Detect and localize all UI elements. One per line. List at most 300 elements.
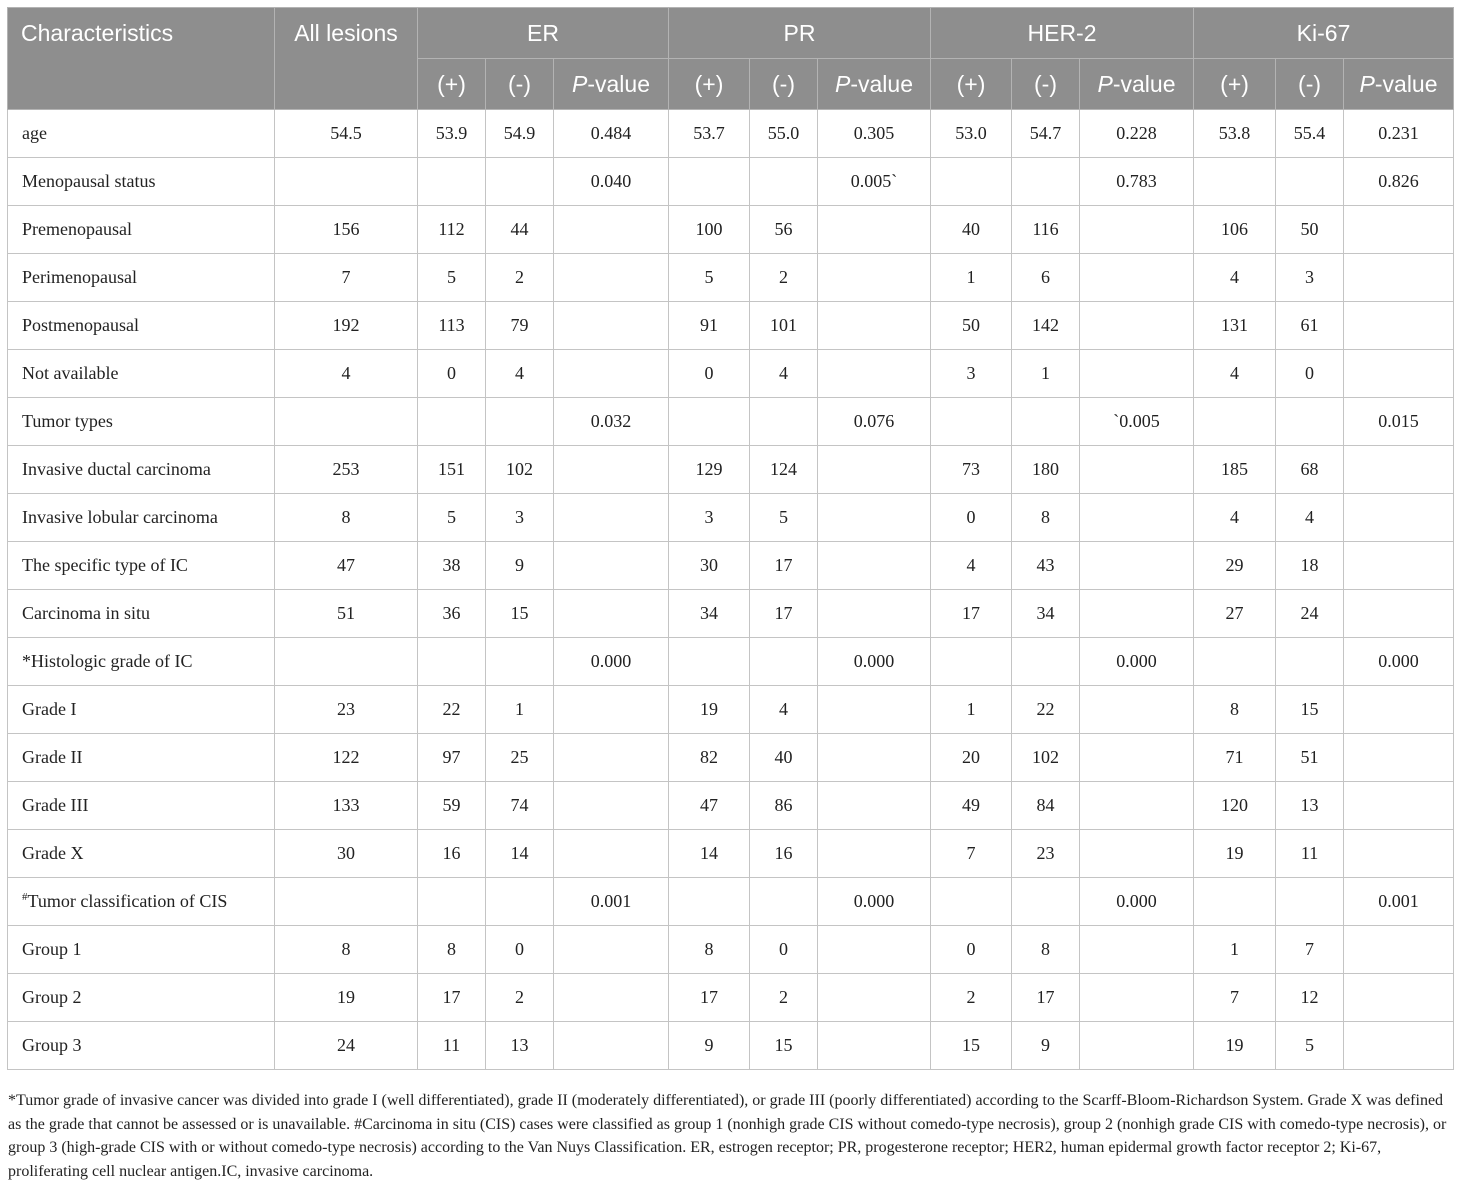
cell-pr-pos: 53.7 [669, 110, 750, 158]
cell-ki67-pos: 4 [1194, 494, 1276, 542]
row-label-text: Grade X [22, 843, 84, 863]
table-row [8, 350, 1454, 398]
cell-pr-neg: 17 [750, 590, 818, 638]
cell-er-pos: 0 [418, 350, 486, 398]
cell-er-neg [486, 398, 554, 446]
cell-her2-pos: 0 [931, 494, 1012, 542]
cell-her2-neg: 8 [1012, 494, 1080, 542]
table-row [8, 590, 1454, 638]
cell-her2-neg: 6 [1012, 254, 1080, 302]
table-row [8, 686, 1454, 734]
cell-pr-pos: 129 [669, 446, 750, 494]
cell-er-neg: 9 [486, 542, 554, 590]
cell-pr-p-value: 0.076 [818, 398, 931, 446]
subheader-pr-pos: (+) [669, 59, 750, 110]
cell-ki67-p-value: 0.015 [1344, 398, 1454, 446]
cell-ki67-pos [1194, 398, 1276, 446]
cell-ki67-p-value [1344, 350, 1454, 398]
cell-er-p-value [554, 830, 669, 878]
cell-er-pos [418, 158, 486, 206]
cell-ki67-p-value [1344, 206, 1454, 254]
row-label [8, 158, 275, 206]
cell-all-lesions [275, 638, 418, 686]
cell-pr-pos: 5 [669, 254, 750, 302]
cell-all-lesions: 122 [275, 734, 418, 782]
cell-pr-pos: 19 [669, 686, 750, 734]
cell-ki67-pos: 7 [1194, 974, 1276, 1022]
cell-ki67-pos [1194, 158, 1276, 206]
cell-her2-p-value: 0.783 [1080, 158, 1194, 206]
cell-pr-pos: 47 [669, 782, 750, 830]
cell-ki67-neg [1276, 638, 1344, 686]
table-body [8, 110, 1454, 1070]
cell-er-p-value [554, 494, 669, 542]
cell-er-p-value: 0.040 [554, 158, 669, 206]
cell-er-neg: 0 [486, 926, 554, 974]
cell-all-lesions [275, 878, 418, 926]
cell-ki67-neg: 11 [1276, 830, 1344, 878]
cell-her2-p-value [1080, 446, 1194, 494]
cell-her2-pos: 1 [931, 686, 1012, 734]
table-row [8, 398, 1454, 446]
cell-pr-pos: 3 [669, 494, 750, 542]
row-label [8, 926, 275, 974]
cell-pr-neg: 5 [750, 494, 818, 542]
cell-ki67-p-value [1344, 542, 1454, 590]
cell-ki67-neg [1276, 398, 1344, 446]
cell-her2-p-value [1080, 494, 1194, 542]
cell-pr-p-value [818, 446, 931, 494]
cell-ki67-pos: 185 [1194, 446, 1276, 494]
header-group-pr: PR [669, 8, 931, 59]
cell-ki67-p-value [1344, 1022, 1454, 1070]
cell-her2-neg: 54.7 [1012, 110, 1080, 158]
cell-er-p-value [554, 350, 669, 398]
cell-er-neg: 13 [486, 1022, 554, 1070]
cell-her2-neg: 22 [1012, 686, 1080, 734]
cell-her2-pos: 3 [931, 350, 1012, 398]
row-label [8, 110, 275, 158]
cell-ki67-pos: 29 [1194, 542, 1276, 590]
cell-pr-pos: 100 [669, 206, 750, 254]
table-row [8, 494, 1454, 542]
header-all-lesions: All lesions [275, 8, 418, 110]
row-label [8, 638, 275, 686]
cell-all-lesions: 54.5 [275, 110, 418, 158]
table-container [7, 7, 1453, 1070]
cell-all-lesions: 47 [275, 542, 418, 590]
cell-her2-neg [1012, 158, 1080, 206]
cell-pr-pos: 17 [669, 974, 750, 1022]
cell-her2-p-value [1080, 782, 1194, 830]
row-label [8, 302, 275, 350]
cell-er-neg [486, 638, 554, 686]
cell-all-lesions: 23 [275, 686, 418, 734]
subheader-her2-neg: (-) [1012, 59, 1080, 110]
row-label-text: Invasive ductal carcinoma [22, 459, 211, 479]
cell-pr-pos [669, 638, 750, 686]
cell-ki67-pos: 19 [1194, 830, 1276, 878]
cell-ki67-neg: 5 [1276, 1022, 1344, 1070]
cell-ki67-pos: 4 [1194, 350, 1276, 398]
cell-ki67-pos [1194, 878, 1276, 926]
cell-ki67-p-value [1344, 926, 1454, 974]
row-label-text: Grade III [22, 795, 89, 815]
row-label [8, 542, 275, 590]
cell-pr-neg [750, 638, 818, 686]
cell-her2-pos [931, 878, 1012, 926]
cell-ki67-neg: 7 [1276, 926, 1344, 974]
cell-her2-p-value: 0.000 [1080, 878, 1194, 926]
cell-pr-p-value [818, 974, 931, 1022]
table-row [8, 782, 1454, 830]
cell-ki67-p-value [1344, 590, 1454, 638]
cell-er-pos [418, 398, 486, 446]
row-label [8, 1022, 275, 1070]
cell-all-lesions: 30 [275, 830, 418, 878]
p-value-italic-p: P [1359, 70, 1375, 97]
table-row [8, 638, 1454, 686]
table-row [8, 734, 1454, 782]
cell-er-pos: 17 [418, 974, 486, 1022]
cell-ki67-p-value [1344, 686, 1454, 734]
cell-pr-neg: 16 [750, 830, 818, 878]
cell-all-lesions: 253 [275, 446, 418, 494]
row-label [8, 830, 275, 878]
cell-er-neg: 4 [486, 350, 554, 398]
cell-er-p-value [554, 1022, 669, 1070]
subheader-ki67-neg: (-) [1276, 59, 1344, 110]
cell-pr-p-value [818, 494, 931, 542]
cell-er-neg: 102 [486, 446, 554, 494]
cell-er-p-value [554, 590, 669, 638]
row-label [8, 878, 275, 926]
cell-ki67-p-value [1344, 782, 1454, 830]
cell-er-neg: 74 [486, 782, 554, 830]
cell-her2-p-value [1080, 926, 1194, 974]
p-value-suffix: -value [850, 70, 913, 97]
cell-her2-pos [931, 158, 1012, 206]
table-row [8, 878, 1454, 926]
row-label [8, 446, 275, 494]
cell-all-lesions [275, 158, 418, 206]
cell-pr-pos: 9 [669, 1022, 750, 1070]
cell-er-pos: 113 [418, 302, 486, 350]
cell-er-neg: 54.9 [486, 110, 554, 158]
cell-pr-pos [669, 878, 750, 926]
cell-her2-neg [1012, 878, 1080, 926]
cell-her2-neg: 9 [1012, 1022, 1080, 1070]
cell-er-pos: 8 [418, 926, 486, 974]
cell-ki67-pos: 8 [1194, 686, 1276, 734]
cell-pr-neg: 0 [750, 926, 818, 974]
cell-her2-neg: 1 [1012, 350, 1080, 398]
cell-ki67-neg: 4 [1276, 494, 1344, 542]
row-label-text: Not available [22, 363, 119, 383]
cell-her2-p-value [1080, 542, 1194, 590]
cell-her2-p-value [1080, 1022, 1194, 1070]
cell-all-lesions: 51 [275, 590, 418, 638]
cell-pr-neg: 4 [750, 686, 818, 734]
cell-her2-neg: 116 [1012, 206, 1080, 254]
cell-ki67-neg: 51 [1276, 734, 1344, 782]
cell-pr-pos: 30 [669, 542, 750, 590]
cell-ki67-p-value [1344, 830, 1454, 878]
cell-ki67-p-value: 0.231 [1344, 110, 1454, 158]
row-label-text: Perimenopausal [22, 267, 137, 287]
p-value-italic-p: P [572, 70, 588, 97]
cell-pr-p-value: 0.305 [818, 110, 931, 158]
row-label-superscript: # [22, 891, 28, 903]
cell-her2-neg: 84 [1012, 782, 1080, 830]
cell-ki67-p-value: 0.001 [1344, 878, 1454, 926]
row-label-text: Group 1 [22, 939, 82, 959]
subheader-er-p-value [554, 59, 669, 110]
subheader-pr-p-value [818, 59, 931, 110]
table-row [8, 254, 1454, 302]
row-label-text: Group 2 [22, 987, 82, 1007]
cell-er-neg: 25 [486, 734, 554, 782]
cell-ki67-pos: 4 [1194, 254, 1276, 302]
header-characteristics: Characteristics [8, 8, 275, 110]
cell-pr-neg [750, 158, 818, 206]
cell-ki67-pos: 1 [1194, 926, 1276, 974]
cell-ki67-neg: 24 [1276, 590, 1344, 638]
cell-pr-p-value: 0.005` [818, 158, 931, 206]
cell-her2-p-value [1080, 830, 1194, 878]
cell-ki67-neg: 13 [1276, 782, 1344, 830]
row-label [8, 686, 275, 734]
subheader-er-neg: (-) [486, 59, 554, 110]
cell-pr-pos: 0 [669, 350, 750, 398]
cell-er-p-value [554, 254, 669, 302]
table-row [8, 542, 1454, 590]
cell-pr-neg: 17 [750, 542, 818, 590]
cell-her2-p-value: 0.228 [1080, 110, 1194, 158]
cell-pr-neg: 4 [750, 350, 818, 398]
cell-er-p-value [554, 206, 669, 254]
subheader-ki67-pos: (+) [1194, 59, 1276, 110]
cell-her2-p-value: `0.005 [1080, 398, 1194, 446]
cell-all-lesions: 24 [275, 1022, 418, 1070]
cell-ki67-neg: 55.4 [1276, 110, 1344, 158]
cell-ki67-neg: 12 [1276, 974, 1344, 1022]
cell-pr-p-value [818, 782, 931, 830]
cell-her2-neg [1012, 398, 1080, 446]
cell-pr-p-value [818, 302, 931, 350]
cell-er-neg [486, 878, 554, 926]
header-row-1 [8, 8, 1454, 59]
cell-er-neg: 1 [486, 686, 554, 734]
cell-her2-pos: 7 [931, 830, 1012, 878]
cell-pr-p-value [818, 734, 931, 782]
cell-her2-pos: 4 [931, 542, 1012, 590]
cell-er-pos: 151 [418, 446, 486, 494]
cell-ki67-pos: 53.8 [1194, 110, 1276, 158]
cell-pr-p-value [818, 830, 931, 878]
cell-er-pos: 112 [418, 206, 486, 254]
cell-er-pos: 97 [418, 734, 486, 782]
cell-her2-neg: 180 [1012, 446, 1080, 494]
cell-pr-p-value [818, 254, 931, 302]
row-label-text: Grade I [22, 699, 77, 719]
row-label [8, 254, 275, 302]
row-label-text: Menopausal status [22, 171, 156, 191]
cell-er-neg: 2 [486, 254, 554, 302]
subheader-ki67-p-value [1344, 59, 1454, 110]
row-label [8, 590, 275, 638]
p-value-suffix: -value [1374, 70, 1438, 97]
cell-her2-neg: 17 [1012, 974, 1080, 1022]
cell-er-p-value: 0.484 [554, 110, 669, 158]
cell-er-pos: 5 [418, 254, 486, 302]
p-value-suffix: -value [587, 70, 650, 97]
cell-pr-neg: 2 [750, 974, 818, 1022]
cell-ki67-neg: 68 [1276, 446, 1344, 494]
cell-pr-p-value [818, 926, 931, 974]
row-label-text: Grade II [22, 747, 83, 767]
cell-her2-neg [1012, 638, 1080, 686]
cell-her2-pos: 17 [931, 590, 1012, 638]
cell-er-neg: 15 [486, 590, 554, 638]
cell-her2-neg: 23 [1012, 830, 1080, 878]
row-label-text: Postmenopausal [22, 315, 139, 335]
cell-pr-neg: 15 [750, 1022, 818, 1070]
row-label [8, 494, 275, 542]
cell-all-lesions: 8 [275, 494, 418, 542]
cell-er-p-value: 0.000 [554, 638, 669, 686]
table-row [8, 302, 1454, 350]
cell-er-pos: 36 [418, 590, 486, 638]
cell-her2-p-value [1080, 974, 1194, 1022]
cell-er-p-value [554, 686, 669, 734]
cell-her2-pos: 20 [931, 734, 1012, 782]
cell-ki67-pos: 71 [1194, 734, 1276, 782]
p-value-italic-p: P [835, 70, 851, 97]
cell-er-neg: 3 [486, 494, 554, 542]
cell-all-lesions: 133 [275, 782, 418, 830]
cell-pr-p-value: 0.000 [818, 638, 931, 686]
cell-all-lesions [275, 398, 418, 446]
cell-ki67-p-value: 0.826 [1344, 158, 1454, 206]
cell-pr-p-value [818, 1022, 931, 1070]
cell-pr-neg: 56 [750, 206, 818, 254]
cell-pr-pos [669, 158, 750, 206]
p-value-suffix: -value [1112, 70, 1176, 97]
cell-her2-neg: 142 [1012, 302, 1080, 350]
cell-ki67-neg: 50 [1276, 206, 1344, 254]
cell-pr-pos: 8 [669, 926, 750, 974]
cell-her2-pos: 15 [931, 1022, 1012, 1070]
subheader-her2-p-value [1080, 59, 1194, 110]
cell-ki67-p-value [1344, 254, 1454, 302]
table-row [8, 830, 1454, 878]
p-value-italic-p: P [1097, 70, 1113, 97]
cell-pr-p-value [818, 542, 931, 590]
cell-pr-neg: 2 [750, 254, 818, 302]
cell-er-pos: 11 [418, 1022, 486, 1070]
cell-er-pos [418, 878, 486, 926]
subheader-pr-neg: (-) [750, 59, 818, 110]
table-row [8, 926, 1454, 974]
cell-ki67-p-value [1344, 446, 1454, 494]
cell-all-lesions: 7 [275, 254, 418, 302]
cell-pr-p-value [818, 206, 931, 254]
row-label [8, 974, 275, 1022]
cell-er-neg: 14 [486, 830, 554, 878]
cell-her2-p-value [1080, 686, 1194, 734]
cell-er-p-value: 0.032 [554, 398, 669, 446]
cell-pr-p-value: 0.000 [818, 878, 931, 926]
cell-ki67-p-value [1344, 302, 1454, 350]
cell-her2-p-value [1080, 206, 1194, 254]
cell-er-p-value [554, 734, 669, 782]
cell-ki67-neg: 15 [1276, 686, 1344, 734]
cell-her2-pos: 2 [931, 974, 1012, 1022]
cell-her2-p-value [1080, 254, 1194, 302]
cell-her2-pos: 73 [931, 446, 1012, 494]
table-row [8, 446, 1454, 494]
cell-all-lesions: 192 [275, 302, 418, 350]
cell-pr-pos [669, 398, 750, 446]
cell-pr-p-value [818, 350, 931, 398]
cell-her2-pos: 40 [931, 206, 1012, 254]
cell-pr-neg: 124 [750, 446, 818, 494]
cell-ki67-pos: 106 [1194, 206, 1276, 254]
cell-ki67-neg: 18 [1276, 542, 1344, 590]
cell-er-pos: 38 [418, 542, 486, 590]
cell-all-lesions: 8 [275, 926, 418, 974]
cell-er-neg: 2 [486, 974, 554, 1022]
cell-er-pos: 22 [418, 686, 486, 734]
row-label [8, 734, 275, 782]
table-row [8, 206, 1454, 254]
cell-pr-neg [750, 398, 818, 446]
cell-her2-neg: 34 [1012, 590, 1080, 638]
cell-er-pos [418, 638, 486, 686]
row-label-text: Carcinoma in situ [22, 603, 150, 623]
cell-er-pos: 5 [418, 494, 486, 542]
cell-er-p-value: 0.001 [554, 878, 669, 926]
cell-er-p-value [554, 542, 669, 590]
cell-ki67-neg [1276, 878, 1344, 926]
cell-her2-neg: 102 [1012, 734, 1080, 782]
cell-er-p-value [554, 302, 669, 350]
cell-all-lesions: 19 [275, 974, 418, 1022]
cell-all-lesions: 4 [275, 350, 418, 398]
header-group-her2: HER-2 [931, 8, 1194, 59]
row-label-text: The specific type of IC [22, 555, 188, 575]
row-label-text: Tumor classification of CIS [27, 891, 228, 911]
cell-ki67-pos: 27 [1194, 590, 1276, 638]
cell-er-neg: 44 [486, 206, 554, 254]
cell-her2-pos: 50 [931, 302, 1012, 350]
cell-er-pos: 16 [418, 830, 486, 878]
cell-ki67-p-value: 0.000 [1344, 638, 1454, 686]
table-row [8, 158, 1454, 206]
row-label-text: Group 3 [22, 1035, 82, 1055]
cell-pr-p-value [818, 686, 931, 734]
row-label-text: Invasive lobular carcinoma [22, 507, 218, 527]
cell-ki67-p-value [1344, 734, 1454, 782]
cell-ki67-pos: 120 [1194, 782, 1276, 830]
row-label-text: Tumor types [22, 411, 113, 431]
cell-ki67-neg: 3 [1276, 254, 1344, 302]
cell-her2-neg: 8 [1012, 926, 1080, 974]
table-row [8, 974, 1454, 1022]
cell-er-p-value [554, 782, 669, 830]
cell-ki67-neg: 61 [1276, 302, 1344, 350]
